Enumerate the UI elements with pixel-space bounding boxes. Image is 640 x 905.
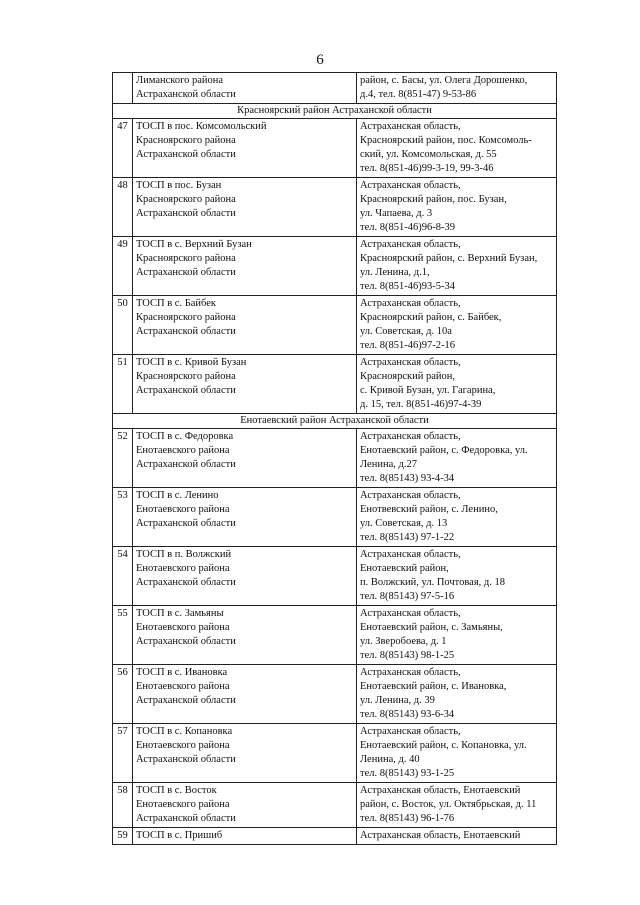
office-name-line: Енотаевского района — [136, 563, 230, 574]
office-name-line: Астраханской области — [136, 695, 236, 706]
address-line: Ленина, д.27 — [360, 459, 417, 470]
office-name-line: Енотаевского района — [136, 445, 230, 456]
office-name-cell — [133, 73, 357, 104]
address-line: Енотаевский район, с. Федоровка, ул. — [360, 445, 528, 456]
office-address-cell — [357, 429, 557, 488]
row-number: 56 — [113, 665, 133, 724]
table-row — [113, 783, 557, 828]
office-name-line: Енотаевского района — [136, 622, 230, 633]
address-line: д. 15, тел. 8(851-46)97-4-39 — [360, 399, 482, 410]
office-name-cell — [133, 547, 357, 606]
address-line: тел. 8(85143) 93-1-25 — [360, 768, 455, 779]
address-line: ул. Зверобоева, д. 1 — [360, 636, 447, 647]
address-line: ул. Чапаева, д. 3 — [360, 208, 433, 219]
row-number: 48 — [113, 178, 133, 237]
office-name-line: ТОСП в с. Кривой Бузан — [136, 357, 247, 368]
office-name-cell — [133, 429, 357, 488]
district-section-row — [113, 104, 557, 119]
row-number: 58 — [113, 783, 133, 828]
office-name-cell — [133, 488, 357, 547]
address-line: ул. Советская, д. 10а — [360, 326, 452, 337]
office-name-cell — [133, 119, 357, 178]
office-name-line: Астраханской области — [136, 326, 236, 337]
office-address-cell — [357, 237, 557, 296]
table-row — [113, 547, 557, 606]
office-name-line: ТОСП в с. Ленино — [136, 490, 219, 501]
office-name-line: Красноярского района — [136, 135, 236, 146]
address-line: п. Волжский, ул. Почтовая, д. 18 — [360, 577, 506, 588]
address-line: тел. 8(851-46)97-2-16 — [360, 340, 455, 351]
row-number: 57 — [113, 724, 133, 783]
office-name-cell — [133, 828, 357, 845]
office-name-line: Астраханской области — [136, 754, 236, 765]
office-name-line: ТОСП в с. Замьяны — [136, 608, 224, 619]
address-line: Красноярский район, пос. Бузан, — [360, 194, 507, 205]
address-line: тел. 8(851-46)96-8-39 — [360, 222, 455, 233]
address-line: тел. 8(85143) 97-1-22 — [360, 532, 455, 543]
address-line: Енотвевский район, с. Ленино, — [360, 504, 498, 515]
office-name-line: Астраханской области — [136, 636, 236, 647]
office-name-line: Енотаевского района — [136, 504, 230, 515]
row-number: 52 — [113, 429, 133, 488]
office-address-cell — [357, 606, 557, 665]
address-line: тел. 8(851-46)93-5-34 — [360, 281, 455, 292]
office-name-line: ТОСП в с. Верхний Бузан — [136, 239, 252, 250]
table-row — [113, 828, 557, 845]
row-number: 51 — [113, 355, 133, 414]
table-row — [113, 429, 557, 488]
row-number: 53 — [113, 488, 133, 547]
row-number: 49 — [113, 237, 133, 296]
table-row — [113, 665, 557, 724]
address-line: Астраханская область, — [360, 726, 461, 737]
address-line: Астраханская область, — [360, 180, 461, 191]
office-name-line: Красноярского района — [136, 371, 236, 382]
office-name-line: ТОСП в пос. Комсомольский — [136, 121, 267, 132]
table-row — [113, 119, 557, 178]
address-line: ул. Ленина, д. 39 — [360, 695, 435, 706]
address-line: Енотаевский район, — [360, 563, 449, 574]
table-row — [113, 355, 557, 414]
office-name-line: ТОСП в с. Ивановка — [136, 667, 228, 678]
office-name-line: ТОСП в с. Пришиб — [136, 830, 223, 841]
table-row — [113, 488, 557, 547]
office-name-line: Енотаевского района — [136, 740, 230, 751]
office-name-line: Астраханской области — [136, 459, 236, 470]
address-line: ул. Советская, д. 13 — [360, 518, 448, 529]
office-name-line: Красноярского района — [136, 194, 236, 205]
row-number: 50 — [113, 296, 133, 355]
address-line: Енотаевский район, с. Ивановка, — [360, 681, 507, 692]
address-line: тел. 8(85143) 96-1-76 — [360, 813, 455, 824]
office-name-line: Енотаевского района — [136, 799, 230, 810]
office-name-line: Астраханской области — [136, 89, 236, 100]
table-row — [113, 237, 557, 296]
address-line: Астраханская область, Енотаевский — [360, 785, 521, 796]
address-line: тел. 8(85143) 93-6-34 — [360, 709, 455, 720]
row-number: 54 — [113, 547, 133, 606]
address-line: ул. Ленина, д.1, — [360, 267, 430, 278]
address-line: тел. 8(85143) 93-4-34 — [360, 473, 455, 484]
address-line: с. Кривой Бузан, ул. Гагарина, — [360, 385, 496, 396]
office-name-cell — [133, 355, 357, 414]
office-name-line: ТОСП в пос. Бузан — [136, 180, 222, 191]
office-address-cell — [357, 73, 557, 104]
office-name-line: ТОСП в с. Восток — [136, 785, 217, 796]
table-row — [113, 724, 557, 783]
office-name-line: ТОСП в с. Байбек — [136, 298, 216, 309]
office-name-line: Енотаевского района — [136, 681, 230, 692]
office-name-cell — [133, 178, 357, 237]
office-address-cell — [357, 296, 557, 355]
row-number: 55 — [113, 606, 133, 665]
address-line: Красноярский район, с. Байбек, — [360, 312, 502, 323]
table-row — [113, 296, 557, 355]
office-name-line: Лиманского района — [136, 75, 224, 86]
table-row — [113, 178, 557, 237]
address-line: Астраханская область, — [360, 667, 461, 678]
office-name-line: Астраханской области — [136, 208, 236, 219]
office-address-cell — [357, 119, 557, 178]
district-section-title: Енотаевский район Астраханской области — [113, 414, 557, 429]
office-name-line: Красноярского района — [136, 253, 236, 264]
address-line: тел. 8(85143) 98-1-25 — [360, 650, 455, 661]
office-name-cell — [133, 606, 357, 665]
office-name-line: Астраханской области — [136, 518, 236, 529]
address-line: д.4, тел. 8(851-47) 9-53-86 — [360, 89, 477, 100]
address-line: Красноярский район, с. Верхний Бузан, — [360, 253, 538, 264]
table-row — [113, 73, 557, 104]
office-address-cell — [357, 178, 557, 237]
office-address-cell — [357, 665, 557, 724]
address-line: Астраханская область, — [360, 490, 461, 501]
address-line: Астраханская область, — [360, 357, 461, 368]
office-address-cell — [357, 547, 557, 606]
office-name-line: Астраханской области — [136, 813, 236, 824]
address-line: Красноярский район, — [360, 371, 455, 382]
address-line: тел. 8(85143) 97-5-16 — [360, 591, 455, 602]
district-section-row — [113, 414, 557, 429]
address-line: ский, ул. Комсомольская, д. 55 — [360, 149, 497, 160]
page-number: 6 — [316, 52, 324, 68]
office-name-cell — [133, 296, 357, 355]
address-line: Астраханская область, — [360, 121, 461, 132]
office-address-cell — [357, 355, 557, 414]
row-number: 59 — [113, 828, 133, 845]
office-address-cell — [357, 724, 557, 783]
address-line: Ленина, д. 40 — [360, 754, 420, 765]
office-name-cell — [133, 665, 357, 724]
office-name-cell — [133, 724, 357, 783]
office-name-cell — [133, 237, 357, 296]
address-line: Астраханская область, Енотаевский — [360, 830, 521, 841]
address-line: Астраханская область, — [360, 431, 461, 442]
address-line: Астраханская область, — [360, 298, 461, 309]
office-name-line: ТОСП в с. Федоровка — [136, 431, 234, 442]
address-line: Красноярский район, пос. Комсомоль- — [360, 135, 532, 146]
office-name-line: Астраханской области — [136, 577, 236, 588]
office-name-cell — [133, 783, 357, 828]
office-address-table — [112, 72, 557, 845]
office-name-line: Красноярского района — [136, 312, 236, 323]
address-line: район, с. Восток, ул. Октябрьская, д. 11 — [360, 799, 537, 810]
office-name-line: ТОСП в п. Волжский — [136, 549, 232, 560]
row-number — [113, 73, 133, 104]
office-address-cell — [357, 488, 557, 547]
row-number: 47 — [113, 119, 133, 178]
address-line: Енотаевский район, с. Копановка, ул. — [360, 740, 527, 751]
address-line: Астраханская область, — [360, 608, 461, 619]
address-line: Астраханская область, — [360, 239, 461, 250]
office-name-line: ТОСП в с. Копановка — [136, 726, 233, 737]
table-row — [113, 606, 557, 665]
district-section-title: Красноярский район Астраханской области — [113, 104, 557, 119]
address-line: Астраханская область, — [360, 549, 461, 560]
office-name-line: Астраханской области — [136, 385, 236, 396]
address-line: район, с. Басы, ул. Олега Дорошенко, — [360, 75, 528, 86]
office-name-line: Астраханской области — [136, 149, 236, 160]
office-name-line: Астраханской области — [136, 267, 236, 278]
office-address-cell — [357, 783, 557, 828]
address-line: Енотаевский район, с. Замьяны, — [360, 622, 503, 633]
office-address-cell — [357, 828, 557, 845]
address-line: тел. 8(851-46)99-3-19, 99-3-46 — [360, 163, 494, 174]
